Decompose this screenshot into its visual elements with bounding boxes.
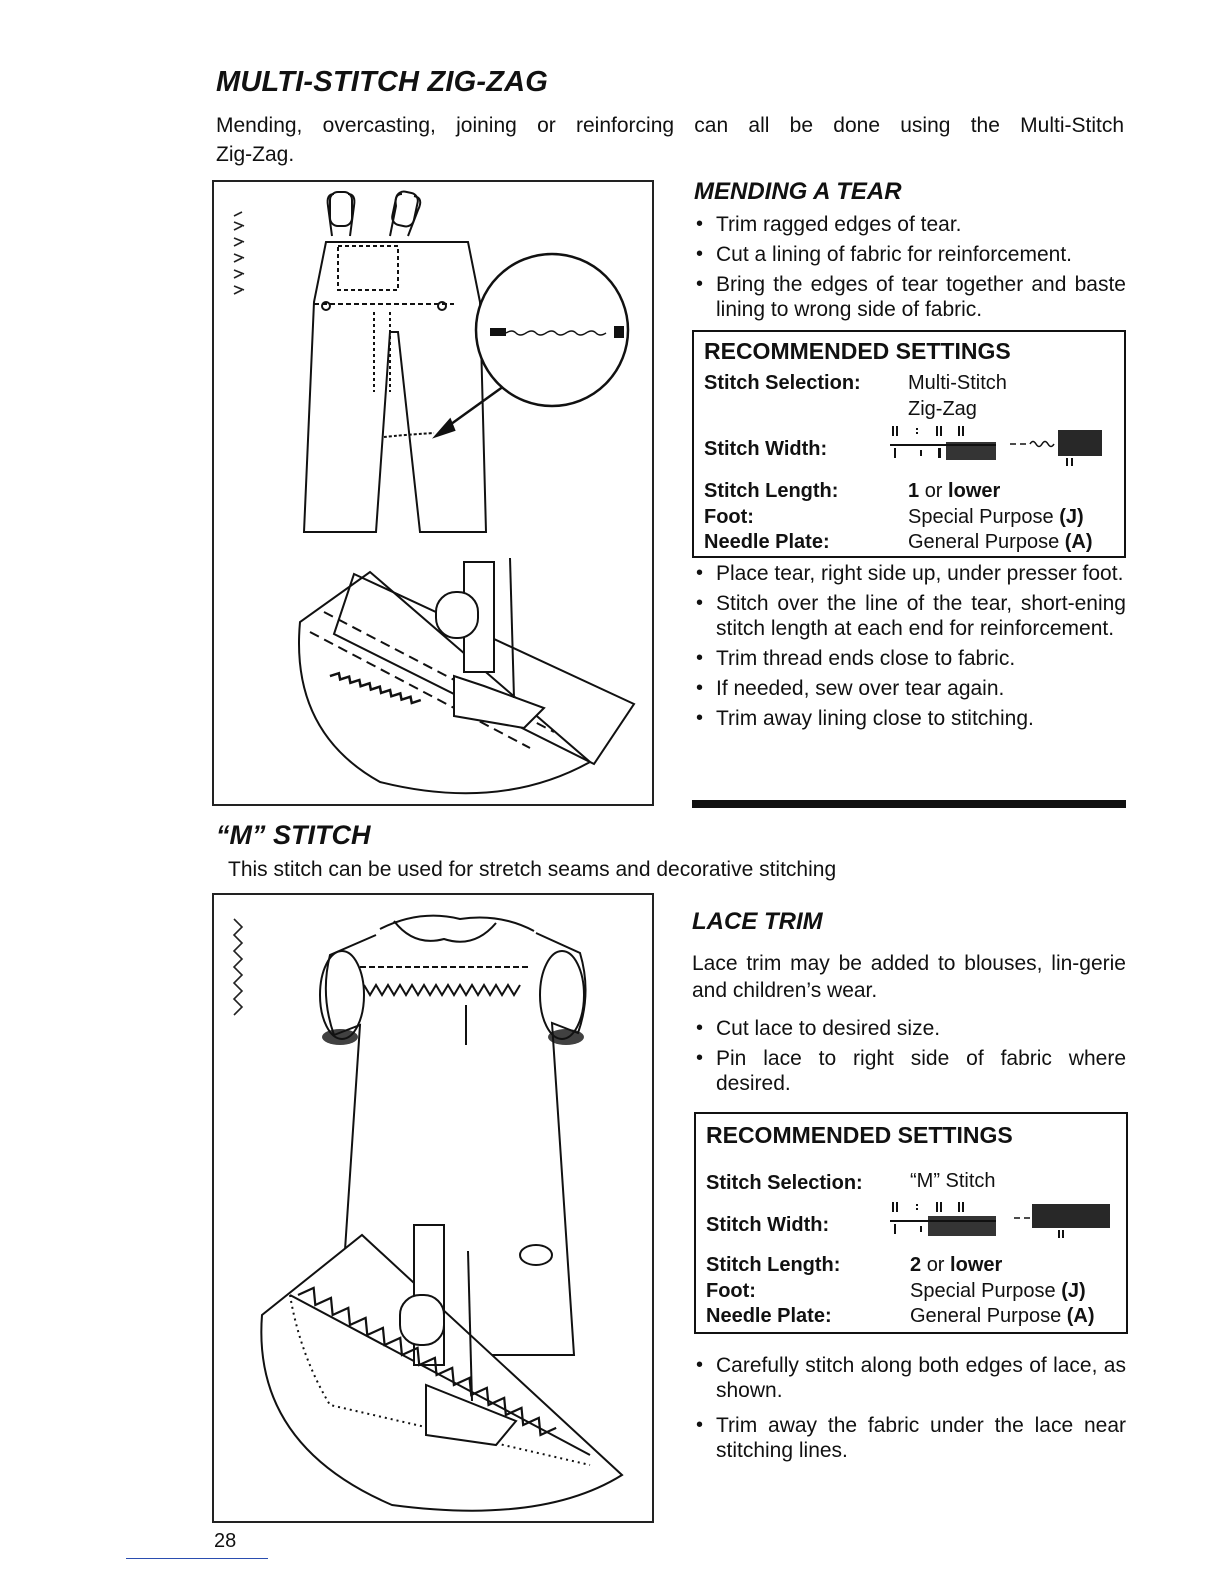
foot-label: Foot: <box>704 506 754 528</box>
section-intro-line2: Zig-Zag. <box>216 143 295 166</box>
foot-name: Special Purpose <box>908 506 1054 528</box>
list-item: • Place tear, right side up, under presser foot. <box>694 561 1126 586</box>
section-title-m-stitch: “M” STITCH <box>216 820 371 850</box>
stitch-length-or: or <box>926 1254 945 1276</box>
lace-title: LACE TRIM <box>692 908 823 935</box>
section-intro-m-stitch: This stitch can be used for stretch seams and decorative stitching <box>228 858 837 881</box>
footer-rule <box>126 1558 268 1559</box>
needle-plate-label: Needle Plate: <box>706 1305 832 1327</box>
needle-plate-code: (A) <box>1064 531 1093 553</box>
cuff-lace-icon <box>322 1029 584 1045</box>
stitch-length-label: Stitch Length: <box>706 1254 841 1276</box>
stitch-width-label: Stitch Width: <box>704 438 828 460</box>
list-item: • Stitch over the line of the tear, short-ening stitch length at each end for reinforcement. <box>694 591 1126 641</box>
foot-value <box>910 1280 1086 1303</box>
m-stitch-sample-icon <box>234 919 242 1015</box>
list-item: • If needed, sew over tear again. <box>694 676 1126 701</box>
foot-label: Foot: <box>706 1280 756 1302</box>
stitch-selection-value: Multi-Stitch <box>908 372 1007 394</box>
needle-plate-value <box>908 531 1093 554</box>
mending-steps-list <box>694 561 1126 736</box>
needle-plate-label: Needle Plate: <box>704 531 830 553</box>
section-title-multi-stitch: MULTI-STITCH ZIG-ZAG <box>216 66 549 98</box>
stitch-length-lower: lower <box>950 1254 1003 1276</box>
lace-prep-list <box>694 1016 1126 1101</box>
arrow-icon <box>436 386 504 436</box>
recommended-settings-box-lace <box>694 1112 1128 1334</box>
overalls-sewing-illustration <box>214 182 652 804</box>
foot-value <box>908 506 1084 529</box>
lace-intro: Lace trim may be added to blouses, lin-gerie and children’s wear. <box>692 952 1126 1002</box>
list-item: • Trim ragged edges of tear. <box>694 212 1126 237</box>
list-item: • Cut lace to desired size. <box>694 1016 1126 1041</box>
multi-stitch-sample-icon <box>234 212 244 294</box>
stitch-length-value <box>908 480 1000 503</box>
section-divider-bar <box>692 800 1126 808</box>
page-number: 28 <box>214 1530 237 1552</box>
stitch-length-value <box>910 1254 1002 1277</box>
dress-sewing-illustration <box>214 895 652 1521</box>
overalls-drawing <box>304 190 486 532</box>
stitch-length-or: or <box>924 480 943 502</box>
list-item: • Pin lace to right side of fabric where desired. <box>694 1046 1126 1096</box>
recommended-settings-box-mending <box>692 330 1126 558</box>
illustration-frame-lace <box>212 893 654 1523</box>
mending-prep-list <box>694 212 1126 327</box>
stitch-selection-label: Stitch Selection: <box>704 372 861 394</box>
stitch-selection-label: Stitch Selection: <box>706 1172 863 1194</box>
list-item: • Trim away the fabric under the lace near stitching lines. <box>694 1413 1126 1463</box>
stitch-selection-value: “M” Stitch <box>910 1170 996 1192</box>
section-intro-line1: Mending, overcasting, joining or reinforcing can all be done using the Multi-Stitch <box>216 114 1124 137</box>
stitch-width-dial-icon <box>890 422 1110 468</box>
lace-steps-list <box>694 1353 1126 1468</box>
stitch-length-lower: lower <box>948 480 1001 502</box>
stitch-width-label: Stitch Width: <box>706 1214 830 1236</box>
stitch-length-number: 1 <box>908 480 920 502</box>
needle-plate-name: General Purpose <box>908 531 1060 553</box>
stitch-length-number: 2 <box>910 1254 922 1276</box>
settings-title: RECOMMENDED SETTINGS <box>706 1122 1013 1148</box>
list-item: • Trim away lining close to stitching. <box>694 706 1126 731</box>
foot-code: (J) <box>1059 506 1084 528</box>
needle-plate-code: (A) <box>1066 1305 1095 1327</box>
mending-title: MENDING A TEAR <box>694 178 902 205</box>
stitch-selection-value-line2: Zig-Zag <box>908 398 977 420</box>
list-item: • Trim thread ends close to fabric. <box>694 646 1126 671</box>
list-item: • Carefully stitch along both edges of lace, as shown. <box>694 1353 1126 1403</box>
settings-title: RECOMMENDED SETTINGS <box>704 338 1011 364</box>
illustration-frame-mending <box>212 180 654 806</box>
list-item: • Cut a lining of fabric for reinforcement. <box>694 242 1126 267</box>
needle-plate-value <box>910 1305 1095 1328</box>
stitch-length-label: Stitch Length: <box>704 480 839 502</box>
list-item: • Bring the edges of tear together and baste lining to wrong side of fabric. <box>694 272 1126 322</box>
stitch-width-dial-icon <box>890 1198 1114 1244</box>
needle-plate-name: General Purpose <box>910 1305 1062 1327</box>
foot-code: (J) <box>1061 1280 1086 1302</box>
foot-name: Special Purpose <box>910 1280 1056 1302</box>
